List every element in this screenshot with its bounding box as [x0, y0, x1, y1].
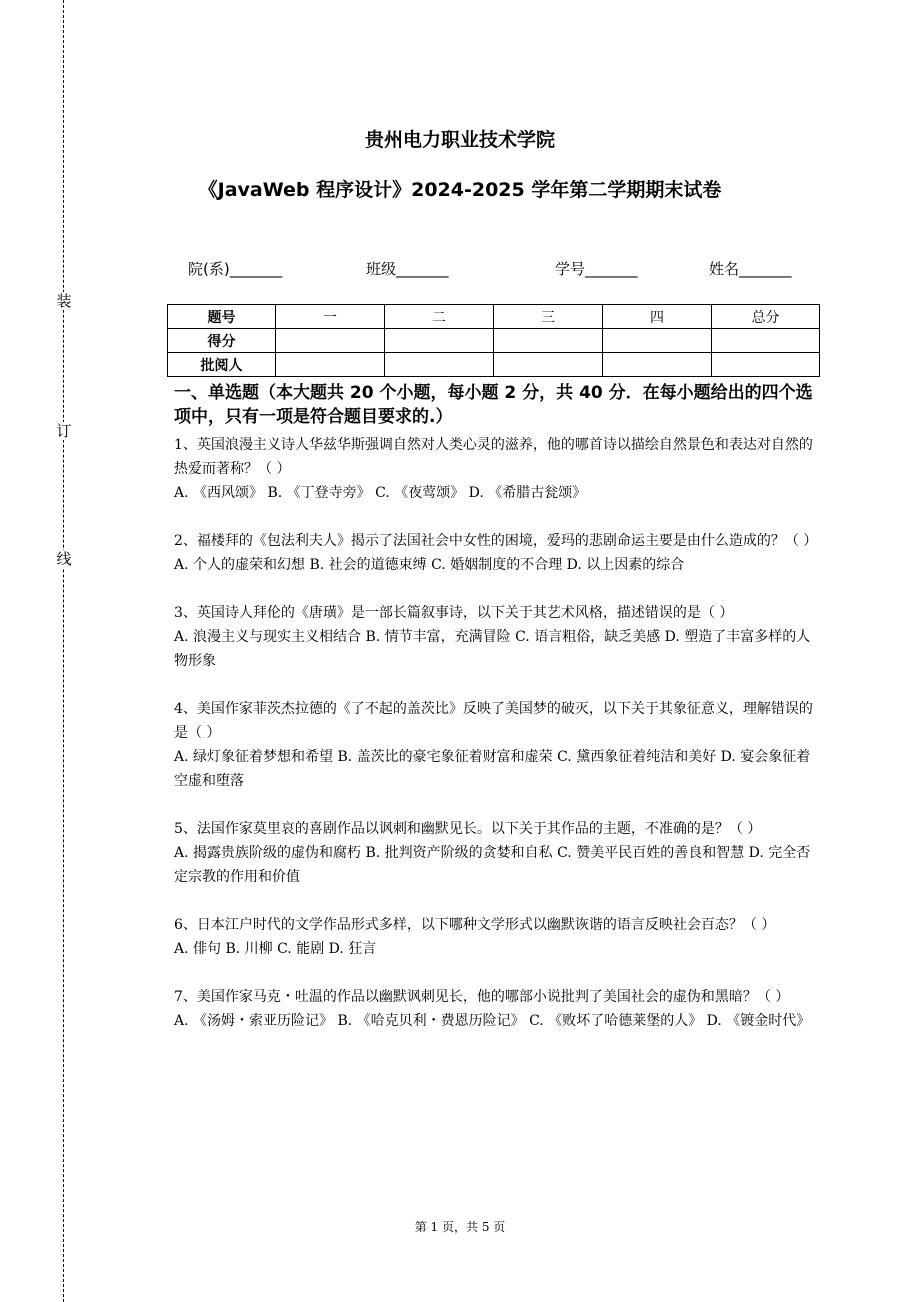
question-options: A. 俳句 B. 川柳 C. 能剧 D. 狂言 — [174, 941, 377, 957]
question-item — [174, 433, 819, 505]
question-item — [174, 529, 819, 577]
score-row-label: 得分 — [168, 329, 276, 353]
score-header-cell: 四 — [603, 305, 712, 329]
question-options: A. 浪漫主义与现实主义相结合 B. 情节丰富，充满冒险 C. 语言粗俗，缺乏美感 D. 塑造了丰富多样的人物形象 — [174, 629, 811, 669]
binding-char-zhuang: 装 — [56, 292, 72, 310]
grader-cell — [603, 353, 712, 377]
question-stem: 5、法国作家莫里哀的喜剧作品以讽刺和幽默见长。以下关于其作品的主题，不准确的是？（ ） — [174, 821, 762, 837]
question-stem: 2、福楼拜的《包法利夫人》揭示了法国社会中女性的困境，爱玛的悲剧命运主要是由什么造成的？（ ） — [174, 533, 818, 549]
student-info-row — [0, 258, 920, 280]
question-options: A. 个人的虚荣和幻想 B. 社会的道德束缚 C. 婚姻制度的不合理 D. 以上因素的综合 — [174, 557, 685, 573]
exam-title: 《JavaWeb 程序设计》2024-2025 学年第二学期期末试卷 — [198, 179, 722, 201]
question-stem: 3、英国诗人拜伦的《唐璜》是一部长篇叙事诗，以下关于其艺术风格，描述错误的是（ ） — [174, 605, 734, 621]
score-header-cell: 题号 — [168, 305, 276, 329]
question-item — [174, 601, 819, 673]
page-number: 第 1 页，共 5 页 — [414, 1220, 506, 1234]
grader-row — [168, 353, 820, 377]
score-header-cell: 二 — [385, 305, 494, 329]
question-stem: 7、美国作家马克・吐温的作品以幽默讽刺见长，他的哪部小说批判了美国社会的虚伪和黑暗？（ ） — [174, 989, 790, 1005]
exam-content — [174, 381, 819, 1033]
score-row — [168, 329, 820, 353]
section-title: 一、单选题（本大题共 20 个小题，每小题 2 分，共 40 分．在每小题给出的四个选项中，只有一项是符合题目要求的.） — [174, 383, 813, 427]
score-table — [167, 304, 820, 377]
name-field: 姓名_______ — [709, 260, 792, 278]
score-header-cell: 总分 — [712, 305, 820, 329]
grader-cell — [494, 353, 603, 377]
score-cell — [494, 329, 603, 353]
question-options: A. 绿灯象征着梦想和希望 B. 盖茨比的豪宅象征着财富和虚荣 C. 黛西象征着纯洁和美好 D. 宴会象征着空虚和堕落 — [174, 749, 811, 789]
question-options: A. 《西风颂》 B. 《丁登寺旁》 C. 《夜莺颂》 D. 《希腊古瓮颂》 — [174, 485, 587, 501]
question-stem: 6、日本江户时代的文学作品形式多样，以下哪种文学形式以幽默诙谐的语言反映社会百态？（ ） — [174, 917, 776, 933]
question-item — [174, 913, 819, 961]
grader-cell — [276, 353, 385, 377]
question-stem: 1、英国浪漫主义诗人华兹华斯强调自然对人类心灵的滋养，他的哪首诗以描绘自然景色和表达对自然的热爱而著称？（ ） — [174, 437, 813, 477]
score-header-cell: 三 — [494, 305, 603, 329]
binding-char-xian: 线 — [56, 550, 72, 568]
school-name: 贵州电力职业技术学院 — [364, 129, 555, 151]
question-options: A. 揭露贵族阶级的虚伪和腐朽 B. 批判资产阶级的贪婪和自私 C. 赞美平民百姓的善良和智慧 D. 完全否定宗教的作用和价值 — [174, 845, 811, 885]
department-field: 院(系)_______ — [188, 260, 283, 278]
class-field: 班级_______ — [366, 260, 449, 278]
score-header-cell: 一 — [276, 305, 385, 329]
grader-cell — [385, 353, 494, 377]
student-id-field: 学号_______ — [555, 260, 638, 278]
binding-char-ding: 订 — [56, 422, 72, 440]
score-cell — [712, 329, 820, 353]
grader-row-label: 批阅人 — [168, 353, 276, 377]
score-cell — [603, 329, 712, 353]
question-stem: 4、美国作家菲茨杰拉德的《了不起的盖茨比》反映了美国梦的破灭，以下关于其象征意义，理解错误的是（ ） — [174, 701, 813, 741]
question-item — [174, 697, 819, 793]
score-cell — [385, 329, 494, 353]
score-table-header-row — [168, 305, 820, 329]
question-item — [174, 985, 819, 1033]
score-cell — [276, 329, 385, 353]
question-item — [174, 817, 819, 889]
grader-cell — [712, 353, 820, 377]
question-options: A. 《汤姆・索亚历险记》 B. 《哈克贝利・费恩历险记》 C. 《败坏了哈德莱堡的人》 D. 《镀金时代》 — [174, 1013, 811, 1029]
